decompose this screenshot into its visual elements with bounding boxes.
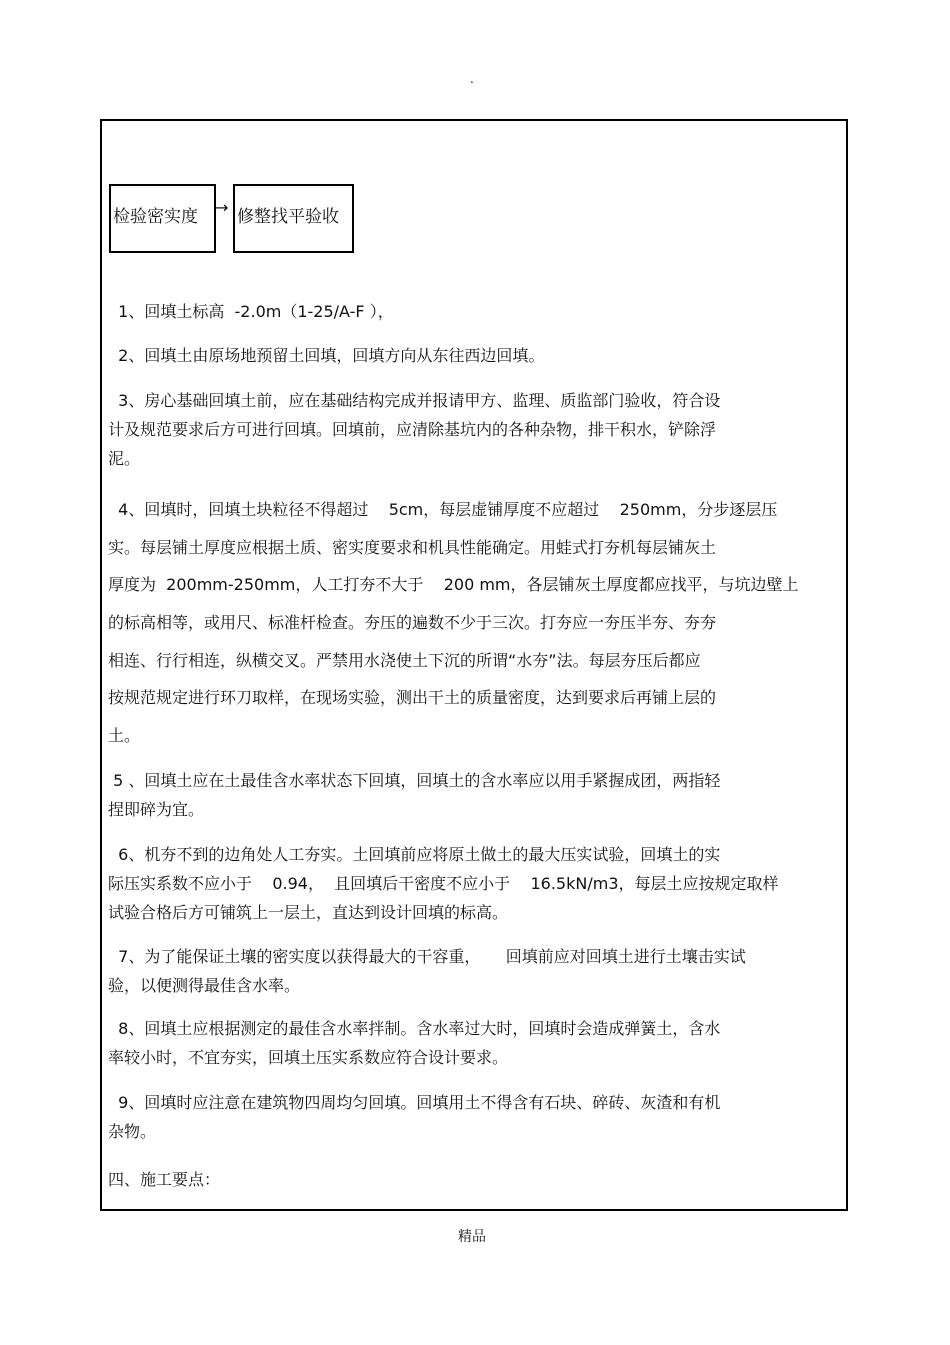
- section-heading-construction-points: [108, 1165, 843, 1194]
- footer-label: 精品: [458, 1229, 486, 1245]
- text-line: 9、回填时应注意在建筑物四周均匀回填。回填用土不得含有石块、碎砖、灰渣和有机: [108, 1093, 721, 1112]
- text-line: 5 、回填土应在土最佳含水率状态下回填，回填土的含水率应以用手紧握成团，两指轻: [108, 771, 721, 790]
- text-line: 按规范规定进行环刀取样，在现场实验，测出干土的质量密度，达到要求后再铺上层的: [108, 688, 717, 708]
- text-line: 实。每层铺土厚度应根据土质、密实度要求和机具性能确定。用蛙式打夯机每层铺灰土: [108, 537, 717, 557]
- paragraph-8: [108, 1014, 843, 1072]
- paragraph-6: [108, 840, 843, 927]
- text-line: 3、房心基础回填土前，应在基础结构完成并报请甲方、监理、质监部门验收，符合设: [108, 391, 721, 410]
- page-marker: .: [470, 72, 474, 86]
- paragraph-5: [108, 766, 843, 824]
- arrow-right-icon: →: [215, 198, 229, 217]
- paragraph-9: [108, 1088, 843, 1146]
- text-line: 6、机夯不到的边角处人工夯实。土回填前应将原土做土的最大压实试验，回填土的实: [108, 845, 721, 864]
- flow-step-compaction-check: 检验密实度: [109, 184, 216, 253]
- paragraph-3: [108, 386, 843, 473]
- text-line: 7、为了能保证土壤的密实度以获得最大的干容重， 回填前应对回填土进行土壤击实试: [108, 947, 746, 966]
- text-line: 四、施工要点：: [108, 1170, 221, 1189]
- text-line: 率较小时，不宜夯实，回填土压实系数应符合设计要求。: [108, 1048, 509, 1067]
- text-line: 试验合格后方可铺筑上一层土，直达到设计回填的标高。: [108, 903, 509, 922]
- text-line: 相连、行行相连，纵横交叉。严禁用水浇使土下沉的所谓“水夯”法。每层夯压后都应: [108, 650, 701, 670]
- text-line: 4、回填时，回填土块粒径不得超过 5cm，每层虚铺厚度不应超过 250mm，分步逐层压: [108, 500, 778, 519]
- text-line: 8、回填土应根据测定的最佳含水率拌制。含水率过大时，回填时会造成弹簧土，含水: [108, 1019, 721, 1038]
- text-line: 捏即碎为宜。: [108, 800, 205, 819]
- text-line: 泥。: [108, 449, 141, 468]
- paragraph-1: [108, 297, 843, 326]
- text-line: 土。: [108, 726, 141, 746]
- text-line: 计及规范要求后方可进行回填。回填前，应清除基坑内的各种杂物，排干积水，铲除浮: [108, 420, 717, 439]
- paragraph-4: [108, 491, 843, 755]
- flow-step-leveling-acceptance: 修整找平验收: [233, 184, 354, 253]
- text-line: 2、回填土由原场地预留土回填，回填方向从东往西边回填。: [108, 346, 545, 365]
- text-line: 杂物。: [108, 1122, 157, 1141]
- text-line: 厚度为 200mm-250mm，人工打夯不大于 200 mm，各层铺灰土厚度都应找平，与坑边壁上: [108, 575, 799, 595]
- text-line: 验，以便测得最佳含水率。: [108, 976, 301, 995]
- paragraph-2: [108, 341, 843, 370]
- text-line: 的标高相等，或用尺、标准杆检查。夯压的遍数不少于三次。打夯应一夯压半夯、夯夯: [108, 613, 717, 633]
- paragraph-7: [108, 942, 843, 1000]
- text-line: 1、回填土标高 -2.0m（1-25/A-F ），: [108, 302, 394, 321]
- text-line: 际压实系数不应小于 0.94， 且回填后干密度不应小于 16.5kN/m3，每层土应按规定取样: [108, 874, 779, 893]
